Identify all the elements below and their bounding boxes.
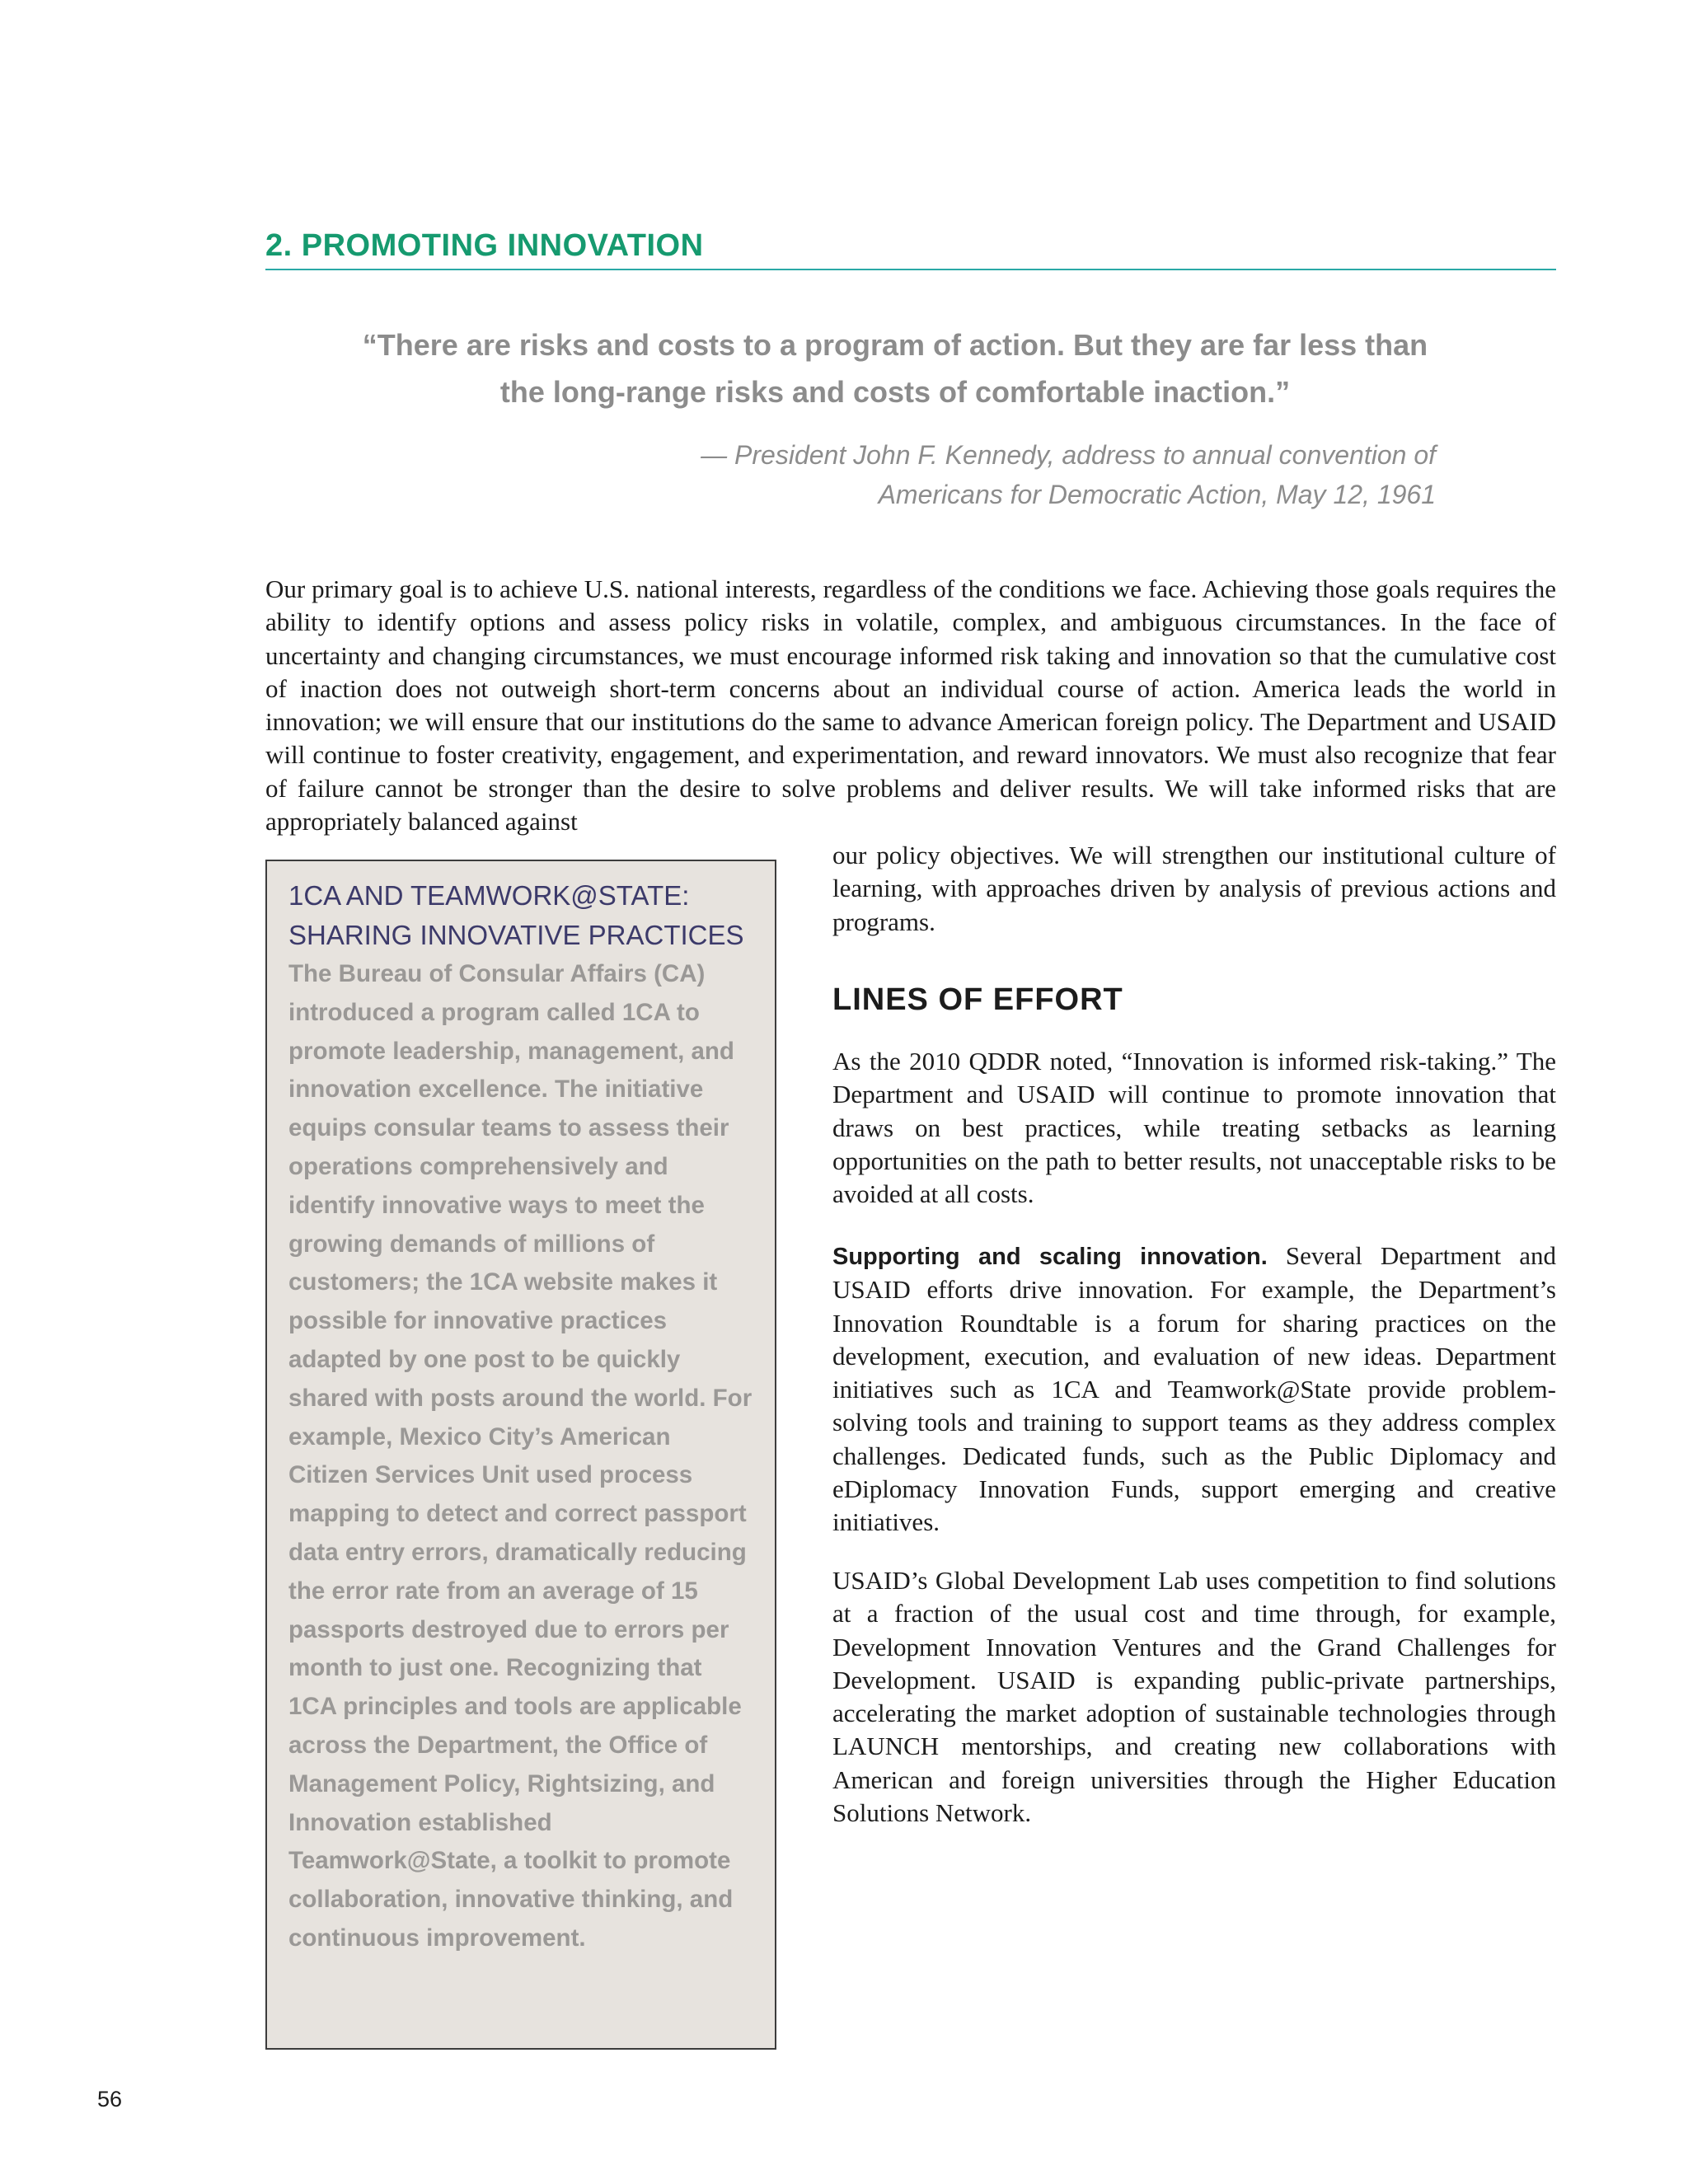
page-number: 56	[97, 2087, 123, 2111]
intro-paragraph: Our primary goal is to achieve U.S. national interests, regardless of the conditions we face. Achieving those goals requires the ability to identify options and assess policy risks in volatile, complex, and ambiguous circumstances. In the face of uncertainty and changing circumstances, we must encourage informed risk taking and innovation so that the cumulative cost of inaction does not outweigh short-term concerns about an individual course of action. America leads the world in innovation; we will ensure that our institutions do the same to advance American foreign policy. The Department and USAID will continue to foster creativity, engagement, and experimentation, and reward innovators. We must also recognize that fear of failure cannot be stronger than the desire to solve problems and deliver results. We will take informed risks that are appropriately balanced against	[265, 574, 1556, 837]
sidebar-callout-box	[265, 860, 776, 2050]
lines-of-effort-heading: LINES OF EFFORT	[832, 982, 1123, 1017]
sidebar-title-line-2: SHARING INNOVATIVE PRACTICES	[288, 920, 744, 950]
section-title: 2. PROMOTING INNOVATION	[265, 228, 704, 263]
supporting-innovation-lead: Supporting and scaling innovation.	[832, 1244, 1268, 1270]
quote-text: “There are risks and costs to a program of action. But they are far less than the long-range risks and costs of comfortable inaction.”	[362, 328, 1428, 409]
lines-of-effort-paragraph-2	[832, 1240, 1556, 1540]
sidebar-title-line-1: 1CA AND TEAMWORK@STATE:	[288, 880, 690, 911]
supporting-innovation-body: Several Department and USAID efforts drive innovation. For example, the Department’s Innovation Roundtable is a forum for sharing practices on the development, execution, and evaluation of new ideas. Department initiatives such as 1CA and Teamwork@State provide problem-solving tools and training to support teams as they address complex challenges. Dedicated funds, such as the Public Diplomacy and eDiplomacy Innovation Funds, support emerging and creative initiatives.	[832, 1241, 1556, 1537]
attribution-line-2: Americans for Democratic Action, May 12, 1961	[878, 480, 1436, 509]
lines-of-effort-paragraph-1: As the 2010 QDDR noted, “Innovation is informed risk-taking.” The Department and USAID will continue to promote innovation that draws on best practices, while treating setbacks as learning opportunities on the path to better results, not unacceptable risks to be avoided at all costs.	[832, 1047, 1556, 1209]
intro-paragraph-continued: our policy objectives. We will strengthen our institutional culture of learning, with approaches driven by analysis of previous actions and programs.	[832, 841, 1556, 936]
section-header	[265, 224, 1556, 270]
sidebar-title	[288, 876, 755, 955]
epigraph-quote	[354, 321, 1436, 415]
lines-of-effort-paragraph-3: USAID’s Global Development Lab uses competition to find solutions at a fraction of the usual cost and time through, for example, Development Innovation Ventures and the Grand Challenges for Development. USAID is expanding public-private partnerships, accelerating the market adoption of sustainable technologies through LAUNCH mentorships, and creating new collaborations with American and foreign universities through the Higher Education Solutions Network.	[832, 1566, 1556, 1828]
quote-attribution	[462, 435, 1436, 514]
attribution-line-1: — President John F. Kennedy, address to annual convention of	[701, 440, 1436, 470]
sidebar-body: The Bureau of Consular Affairs (CA) introduced a program called 1CA to promote leadership, management, and innovation excellence. The initiative equips consular teams to assess their operations comprehensively and identify innovative ways to meet the growing demands of millions of customers; the 1CA website makes it possible for innovative practices adapted by one post to be quickly shared with posts around the world. For example, Mexico City’s American Citizen Services Unit used process mapping to detect and correct passport data entry errors, dramatically reducing the error rate from an average of 15 passports destroyed due to errors per month to just one. Recognizing that 1CA principles and tools are applicable across the Department, the Office of Management Policy, Rightsizing, and Innovation established Teamwork@State, a toolkit to promote collaboration, innovative thinking, and continuous improvement.	[288, 960, 753, 1952]
